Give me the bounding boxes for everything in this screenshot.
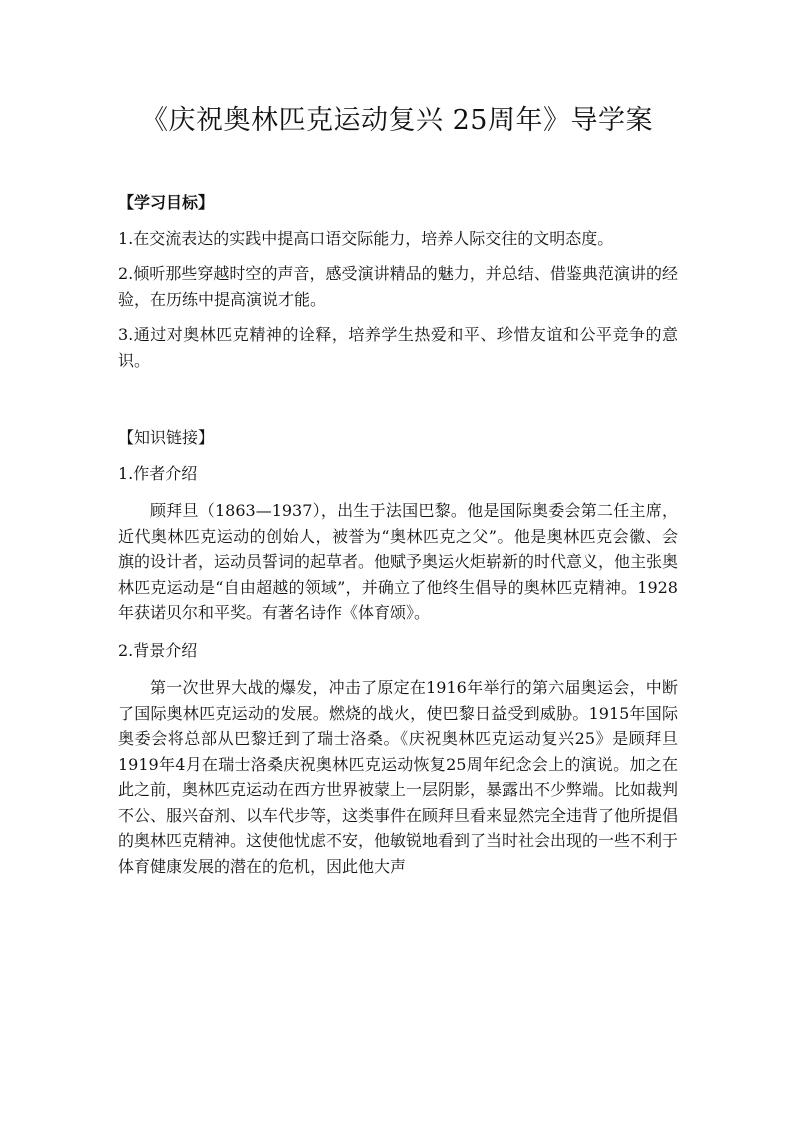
author-heading: 1.作者介绍: [118, 463, 198, 483]
objective-item-3: 3.通过对奥林匹克精神的诠释，培养学生热爱和平、珍惜友谊和公平竞争的意识。: [118, 325, 678, 370]
document-body: [118, 190, 678, 879]
objectives-heading: 【学习目标】: [118, 193, 215, 212]
author-paragraph: 顾拜旦（1863—1937），出生于法国巴黎。他是国际奥委会第二任主席，近代奥林匹克运动的创始人，被誉为“奥林匹克之父”。他是奥林匹克会徽、会旗的设计者，运动员誓词的起草者。他赋予奥运火炬崭新的时代意义，他主张奥林匹克运动是“自由超越的领域”，并确立了他终生倡导的奥林匹克精神。1928年获诺贝尔和平奖。有著名诗作《体育颂》。: [118, 501, 679, 622]
document-title: 《庆祝奥林匹克运动复兴 25周年》导学案: [141, 105, 653, 136]
objective-item-1: 1.在交流表达的实践中提高口语交际能力，培养人际交往的文明态度。: [118, 228, 614, 248]
background-paragraph: 第一次世界大战的爆发，冲击了原定在1916年举行的第六届奥运会，中断了国际奥林匹克运动的发展。燃烧的战火，使巴黎日益受到威胁。1915年国际奥委会将总部从巴黎迁到了瑞士洛桑。《庆祝奥林匹克运动复兴25》是顾拜旦1919年4月在瑞士洛桑庆祝奥林匹克运动恢复25周年纪念会上的演说。加之在此之前，奥林匹克运动在西方世界被蒙上一层阴影，暴露出不少弊端。比如裁判不公、服兴奋剂、以车代步等，这类事件在顾拜旦看来显然完全违背了他所提倡的奥林匹克精神。这使他忧虑不安，他敏锐地看到了当时社会出现的一些不利于体育健康发展的潜在的危机，因此他大声: [118, 678, 679, 876]
knowledge-heading: 【知识链接】: [118, 428, 215, 447]
objective-item-2: 2.倾听那些穿越时空的声音，感受演讲精品的魅力，并总结、借鉴典范演讲的经验，在历练中提高演说才能。: [118, 264, 678, 309]
background-heading: 2.背景介绍: [118, 640, 198, 660]
